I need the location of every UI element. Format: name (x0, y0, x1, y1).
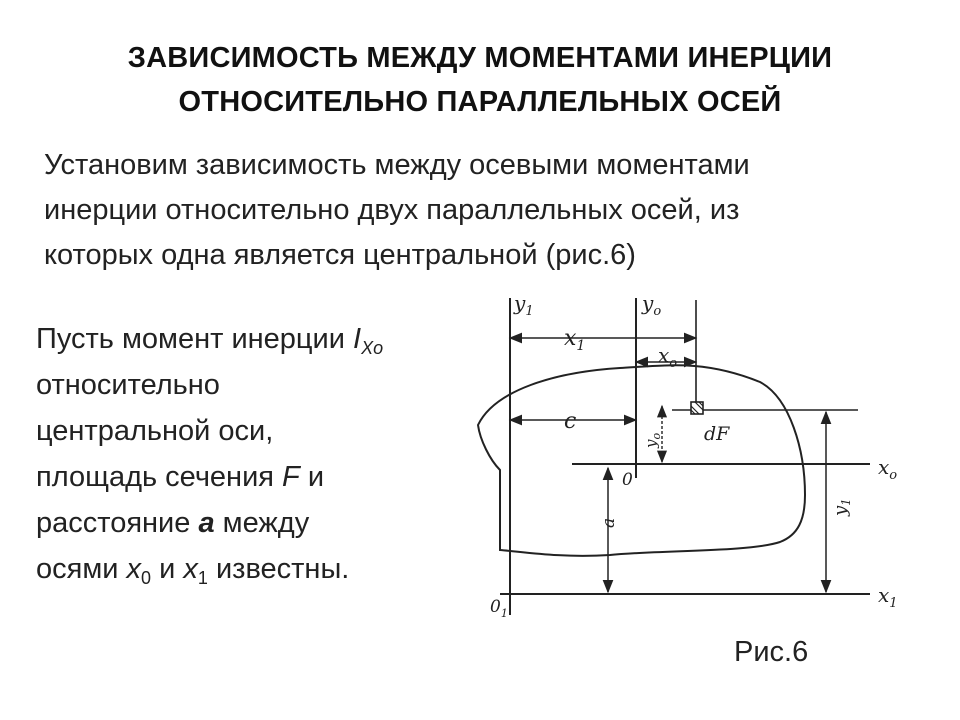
axis-x1-subscript: 1 (197, 568, 208, 588)
given-text: Пусть момент инерции (36, 323, 353, 355)
slide-title (40, 36, 920, 124)
label-x0-dimension: $x_o$ (658, 343, 678, 371)
given-text: известны. (207, 553, 350, 585)
given-line-6 (36, 546, 466, 592)
label-dF: dF (704, 423, 730, 445)
given-paragraph (36, 316, 466, 592)
given-line-3: центральной оси, (36, 415, 274, 447)
distance-symbol: a (198, 507, 215, 539)
title-line-1: ЗАВИСИМОСТЬ МЕЖДУ МОМЕНТАМИ ИНЕРЦИИ (127, 42, 833, 74)
given-line-4 (36, 454, 466, 500)
given-line-5 (36, 500, 466, 546)
given-text: осями (36, 553, 127, 585)
given-line-1 (36, 316, 466, 362)
section-outline (478, 365, 805, 556)
axis-x0-symbol: x (126, 553, 142, 585)
label-origin-o: 0 (622, 470, 633, 490)
inertia-subscript: Xo (361, 338, 384, 358)
intro-line-2: инерции относительно двух параллельных осей, из (44, 194, 740, 226)
axis-x0-subscript: 0 (141, 568, 152, 588)
inertia-symbol: I (353, 323, 362, 355)
figure-caption: Рис.6 (734, 636, 809, 668)
title-line-2: ОТНОСИТЕЛЬНО ПАРАЛЛЕЛЬНЫХ ОСЕЙ (178, 86, 782, 118)
given-text: между (214, 507, 310, 539)
intro-paragraph (44, 143, 924, 278)
label-y1-top: $y_1$ (514, 291, 534, 319)
area-symbol: F (282, 461, 300, 493)
given-text: и (151, 553, 184, 585)
label-a: a (599, 517, 619, 528)
given-text: площадь сечения (36, 461, 283, 493)
label-c: c (564, 409, 577, 434)
label-y0-top: $y_o$ (642, 291, 662, 319)
given-text: расстояние (36, 507, 199, 539)
axis-x1-symbol: x (183, 553, 198, 585)
label-origin-o1: $0_1$ (490, 597, 508, 620)
intro-line-3: которых одна является центральной (рис.6) (44, 239, 636, 271)
intro-line-1: Установим зависимость между осевыми моментами (44, 149, 750, 181)
label-x1-dimension: $x_1$ (564, 326, 586, 354)
given-text: и (299, 461, 325, 493)
label-y0-small: $y_o$ (642, 432, 663, 448)
label-x1-axis: $x_1$ (878, 583, 898, 611)
label-x0-axis: $x_o$ (878, 455, 898, 483)
section-diagram (460, 280, 900, 630)
given-line-2: относительно (36, 369, 220, 401)
label-y1-right: $y_1$ (830, 498, 853, 516)
